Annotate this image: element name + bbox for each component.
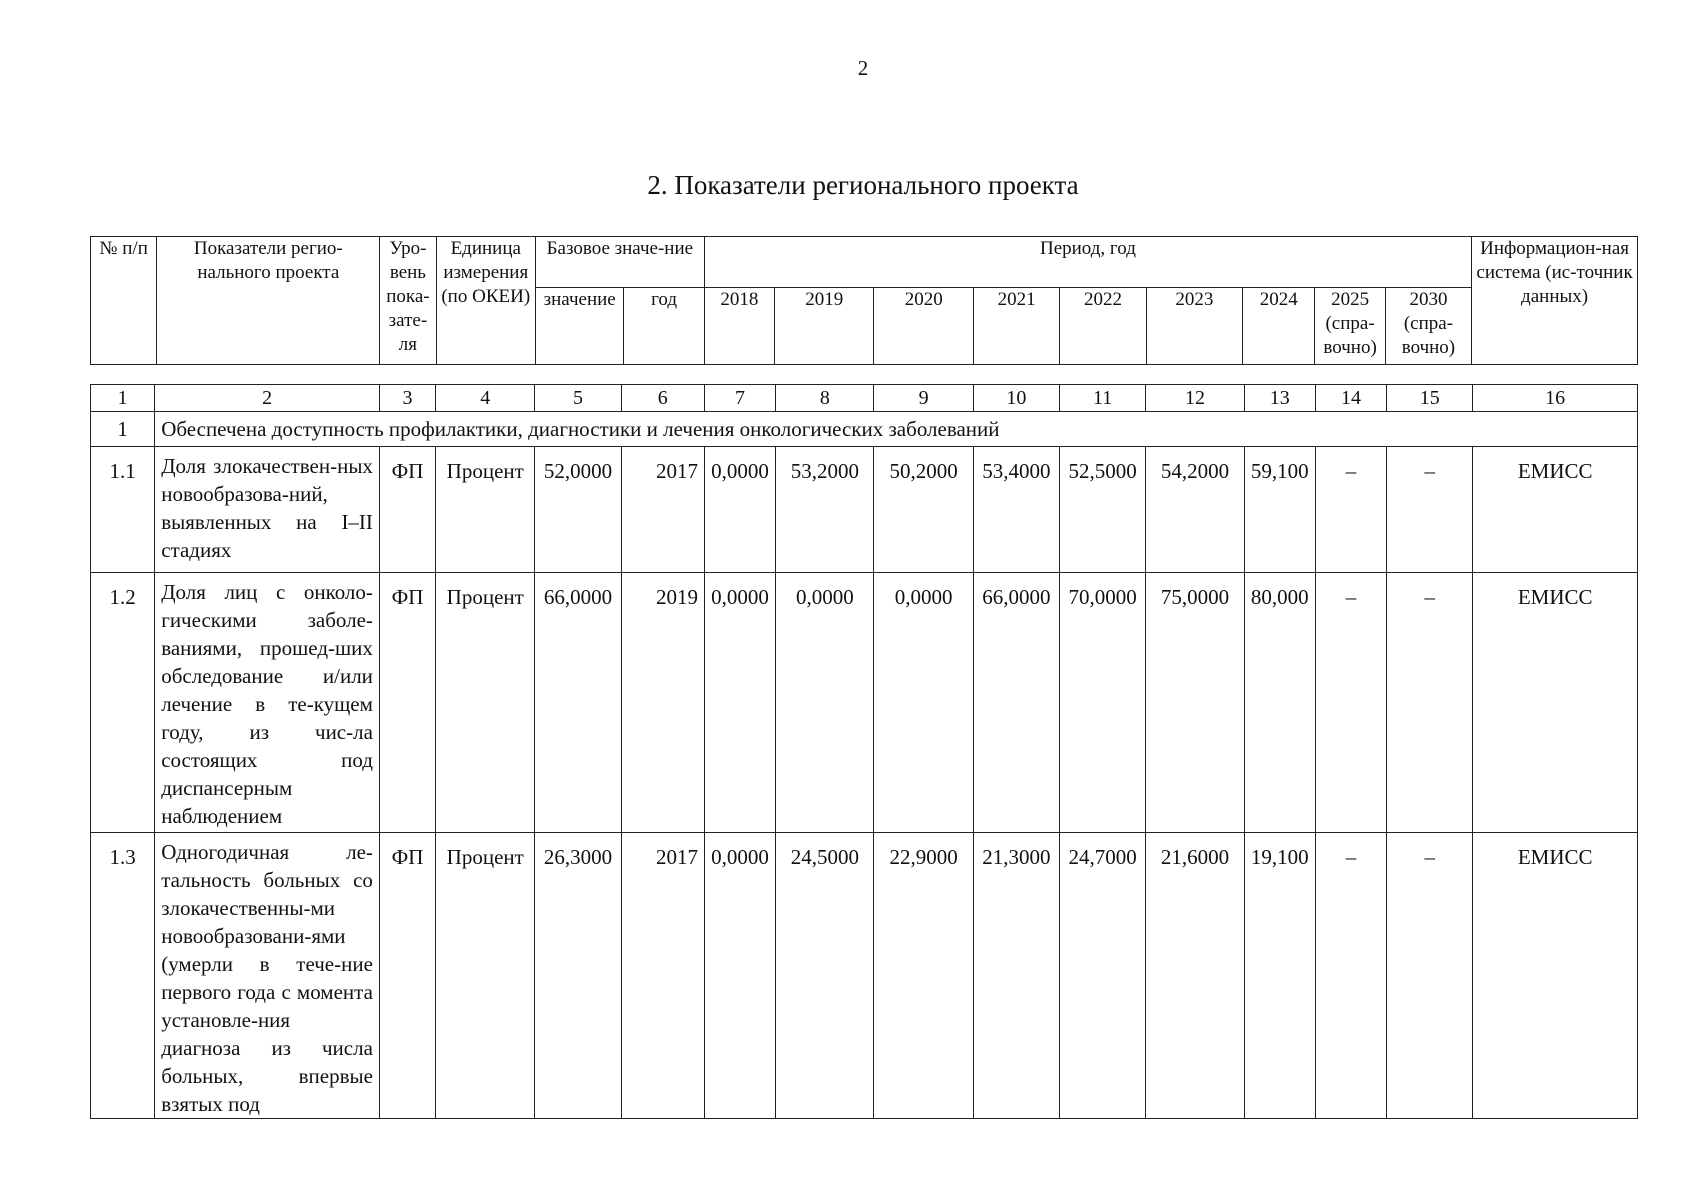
row-num: 1.3 xyxy=(91,833,155,1119)
row-value: 54,2000 xyxy=(1146,447,1244,573)
row-value: 21,6000 xyxy=(1146,833,1244,1119)
row-indicator-name: Одногодичная ле-тальность больных со злокачественны-ми новообразовани-ями (умерли в тече-ние первого года с момента установле-ния диагноза из числа больных, впервые взятых под xyxy=(155,833,380,1119)
row-num: 1.2 xyxy=(91,573,155,833)
row-value: 0,0000 xyxy=(874,573,973,833)
header-year: 2022 xyxy=(1060,288,1146,365)
column-number: 5 xyxy=(535,385,621,412)
row-level: ФП xyxy=(379,833,435,1119)
column-number: 8 xyxy=(776,385,874,412)
section-title: 2. Показатели регионального проекта xyxy=(647,170,1079,200)
page-number: 2 xyxy=(857,56,869,80)
row-level: ФП xyxy=(379,447,435,573)
row-value: 75,0000 xyxy=(1146,573,1244,833)
section-row xyxy=(91,412,1638,447)
column-number: 7 xyxy=(704,385,775,412)
header-base-year: год xyxy=(624,288,704,365)
indicators-table-body xyxy=(90,384,1638,1119)
indicators-table-header xyxy=(90,236,1638,365)
column-number: 12 xyxy=(1146,385,1244,412)
row-base-value: 66,0000 xyxy=(535,573,621,833)
row-value: 50,2000 xyxy=(874,447,973,573)
header-year: 2025 (спра-вочно) xyxy=(1315,288,1385,365)
row-value: – xyxy=(1387,573,1473,833)
row-value: – xyxy=(1315,833,1386,1119)
row-value: 0,0000 xyxy=(704,833,775,1119)
row-value: 53,4000 xyxy=(973,447,1059,573)
column-number: 2 xyxy=(155,385,380,412)
header-base: Базовое значе-ние xyxy=(535,237,704,288)
row-indicator-name: Доля лиц с онколо-гическими заболе-ваниями, прошед-ших обследование и/или лечение в те-кущем году, из чис-ла состоящих под диспансерным наблюдением xyxy=(155,573,380,833)
row-indicator-name: Доля злокачествен-ных новообразова-ний, выявленных на I–II стадиях xyxy=(155,447,380,573)
column-number: 13 xyxy=(1244,385,1315,412)
row-unit: Процент xyxy=(436,447,535,573)
table-row xyxy=(91,833,1638,1119)
header-year: 2021 xyxy=(973,288,1059,365)
header-source: Информацион-ная система (ис-точник данных) xyxy=(1472,237,1638,365)
row-unit: Процент xyxy=(436,573,535,833)
row-level: ФП xyxy=(379,573,435,833)
column-number: 15 xyxy=(1387,385,1473,412)
row-value: 21,3000 xyxy=(973,833,1059,1119)
row-value: 0,0000 xyxy=(704,573,775,833)
row-value: 19,100 xyxy=(1244,833,1315,1119)
row-value: 59,100 xyxy=(1244,447,1315,573)
header-num: № п/п xyxy=(91,237,157,365)
column-number: 14 xyxy=(1315,385,1386,412)
table-row xyxy=(91,573,1638,833)
row-base-value: 52,0000 xyxy=(535,447,621,573)
column-number: 6 xyxy=(621,385,704,412)
column-number: 4 xyxy=(436,385,535,412)
row-value: 0,0000 xyxy=(776,573,874,833)
header-period: Период, год xyxy=(704,237,1471,288)
row-source: ЕМИСС xyxy=(1473,447,1638,573)
row-unit: Процент xyxy=(436,833,535,1119)
row-value: – xyxy=(1315,573,1386,833)
row-value: 70,0000 xyxy=(1060,573,1146,833)
header-year: 2019 xyxy=(775,288,874,365)
row-value: – xyxy=(1315,447,1386,573)
header-indicator: Показатели регио-нального проекта xyxy=(157,237,380,365)
row-base-value: 26,3000 xyxy=(535,833,621,1119)
header-level: Уро-вень пока-зате-ля xyxy=(380,237,436,365)
column-number: 10 xyxy=(973,385,1059,412)
column-number: 9 xyxy=(874,385,973,412)
row-num: 1.1 xyxy=(91,447,155,573)
column-number: 16 xyxy=(1473,385,1638,412)
header-base-value: значение xyxy=(535,288,623,365)
row-value: 80,000 xyxy=(1244,573,1315,833)
row-value: – xyxy=(1387,833,1473,1119)
row-value: 53,2000 xyxy=(776,447,874,573)
row-source: ЕМИСС xyxy=(1473,573,1638,833)
header-year: 2030 (спра-вочно) xyxy=(1385,288,1471,365)
column-number: 11 xyxy=(1060,385,1146,412)
row-source: ЕМИСС xyxy=(1473,833,1638,1119)
row-base-year: 2017 xyxy=(621,833,704,1119)
row-value: 24,7000 xyxy=(1060,833,1146,1119)
column-number: 1 xyxy=(91,385,155,412)
header-year: 2023 xyxy=(1146,288,1242,365)
row-value: 24,5000 xyxy=(776,833,874,1119)
row-base-year: 2017 xyxy=(621,447,704,573)
row-value: 66,0000 xyxy=(973,573,1059,833)
header-year: 2020 xyxy=(874,288,973,365)
row-value: – xyxy=(1387,447,1473,573)
header-year: 2018 xyxy=(704,288,774,365)
table-row xyxy=(91,447,1638,573)
section-text: Обеспечена доступность профилактики, диагностики и лечения онкологических заболеваний xyxy=(155,412,1638,447)
section-num: 1 xyxy=(91,412,155,447)
column-numbers-row xyxy=(91,385,1638,412)
header-unit: Единица измерения (по ОКЕИ) xyxy=(436,237,535,365)
row-value: 22,9000 xyxy=(874,833,973,1119)
column-number: 3 xyxy=(379,385,435,412)
row-value: 0,0000 xyxy=(704,447,775,573)
row-value: 52,5000 xyxy=(1060,447,1146,573)
header-year: 2024 xyxy=(1243,288,1315,365)
row-base-year: 2019 xyxy=(621,573,704,833)
